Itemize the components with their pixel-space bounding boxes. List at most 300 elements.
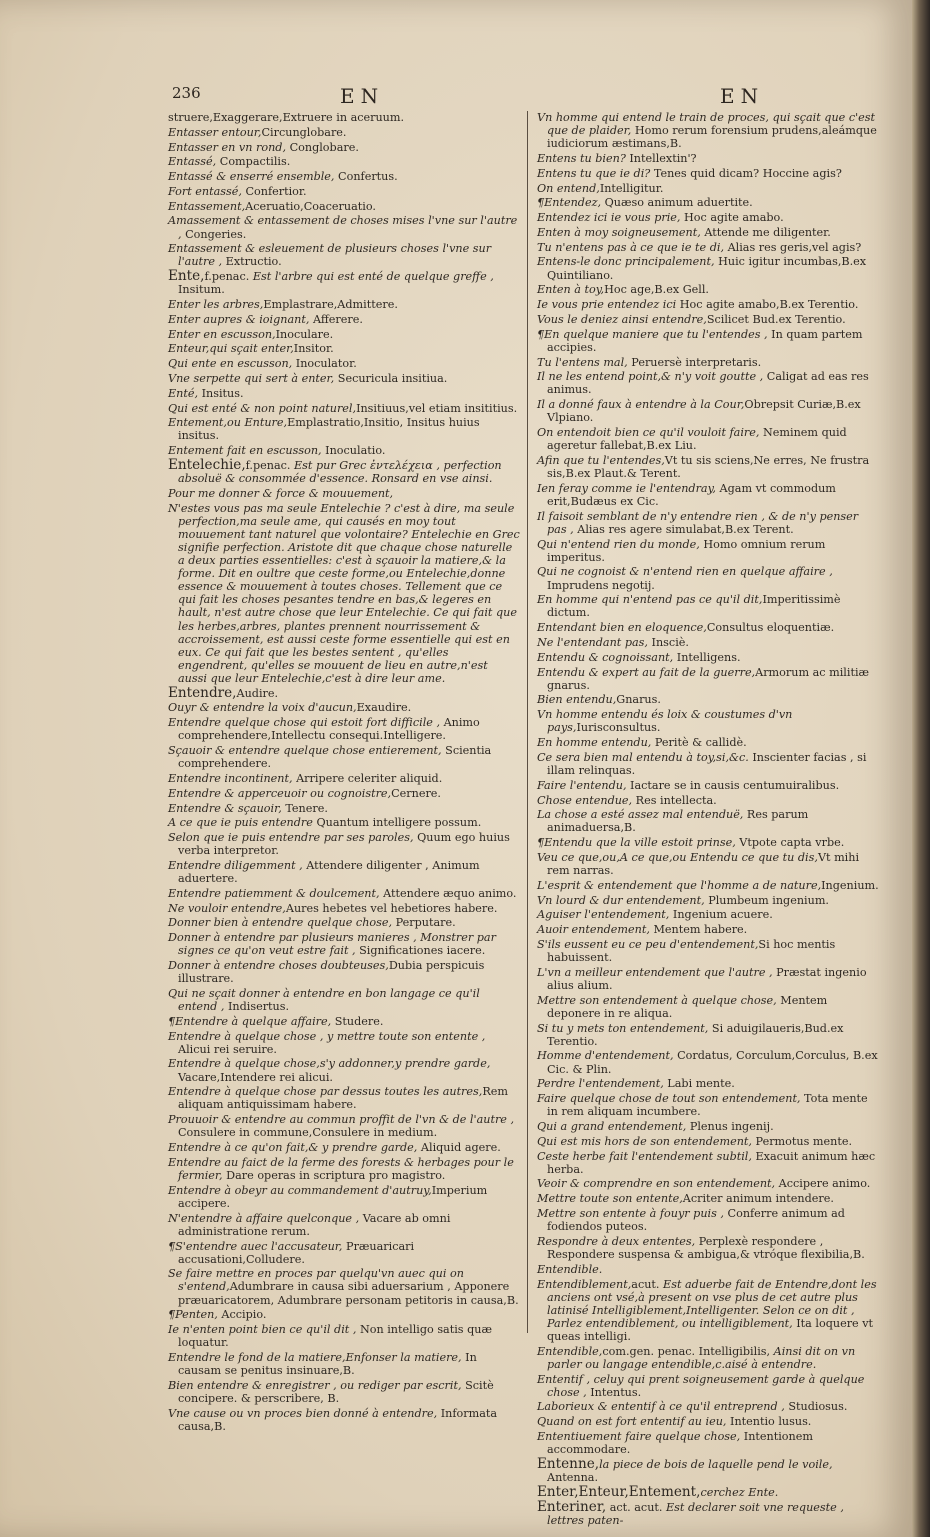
french-text: La chose a esté assez mal entenduë, <box>537 808 744 822</box>
latin-text: Dubia perspicuis illustrare. <box>178 959 485 986</box>
latin-text: Peruersè interpretaris. <box>627 355 762 369</box>
dictionary-entry <box>537 1207 881 1233</box>
french-text: Mettre son entente à fouyr puis , <box>537 1206 724 1220</box>
french-text: Entendible, <box>537 1344 603 1358</box>
latin-text: Res parum animaduersa,B. <box>547 808 809 835</box>
french-text: Vous le deniez ainsi entendre, <box>537 312 707 326</box>
french-text: Donner bien à entendre quelque chose, <box>168 916 393 930</box>
french-text: Entassé & enserré ensemble, <box>168 170 335 184</box>
french-text: Enter les arbres, <box>168 298 264 312</box>
french-text: Enter en escusson, <box>168 327 276 341</box>
dictionary-entry <box>168 831 520 857</box>
dictionary-entry <box>168 1030 520 1056</box>
dictionary-entry <box>537 938 881 964</box>
dictionary-entry <box>168 487 520 500</box>
french-text: Homme d'entendement, <box>537 1049 674 1063</box>
latin-text: Emplastratio,Insitio, Insitus huius insitus. <box>178 416 480 443</box>
french-text: Enteur,qui sçait enter, <box>168 342 294 356</box>
dictionary-entry <box>537 794 881 807</box>
dictionary-entry <box>168 387 520 400</box>
entry-headword: Entenne, <box>537 1455 600 1472</box>
french-text: ¶Entendez, <box>537 196 602 210</box>
latin-text: Insitum. <box>178 283 225 297</box>
dictionary-entry <box>537 313 881 326</box>
french-text: Ceste herbe fait l'entendement subtil, <box>537 1149 752 1163</box>
dictionary-entry <box>168 684 520 701</box>
latin-text: Plumbeum ingenium. <box>704 893 829 907</box>
dictionary-entry <box>168 859 520 885</box>
latin-text: Securicula insitiua. <box>334 372 448 385</box>
latin-text: Peritè & callidè. <box>651 736 747 750</box>
dictionary-entry <box>537 1049 881 1075</box>
french-text: Faire l'entendu, <box>537 778 627 792</box>
latin-text: Dare operas in scriptura pro magistro. <box>222 1168 446 1182</box>
french-text: En homme entendu, <box>537 736 652 750</box>
french-text: Entassé, <box>168 155 217 169</box>
dictionary-entry <box>168 502 520 685</box>
french-text: Afin que tu l'entendes, <box>537 453 665 467</box>
french-text: Entement fait en escusson, <box>168 444 322 458</box>
latin-text: Obrepsit Curiæ,B.ex Vlpiano. <box>547 398 861 425</box>
french-text: ¶Entendu que la ville estoit prinse, <box>537 836 736 850</box>
french-text: En homme qui n'entend pas ce qu'il dit, <box>537 593 763 607</box>
latin-text: Insitus. <box>198 386 244 400</box>
dictionary-entry <box>168 126 520 139</box>
latin-text: Insitor. <box>293 342 334 356</box>
french-text: Laborieux & ententif à ce qu'il entreprend , <box>537 1400 785 1414</box>
french-text: Enter aupres & ioignant, <box>168 312 310 326</box>
dictionary-entry <box>537 356 881 369</box>
latin-text: Alias res agere simulabat,B.ex Terent. <box>573 522 794 536</box>
dictionary-entry <box>537 994 881 1020</box>
latin-text: Iactare se in causis centumuiralibus. <box>626 778 840 792</box>
right-column <box>537 111 881 1527</box>
dictionary-entry <box>537 370 881 396</box>
french-text: Ententiuement faire quelque chose, <box>537 1429 741 1443</box>
french-text: Entendre incontinent, <box>168 771 293 785</box>
french-text: Mettre toute son entente, <box>537 1192 683 1206</box>
entry-headword: Entendre, <box>168 684 237 701</box>
latin-text: Intentus. <box>586 1385 642 1399</box>
latin-text: Ingenium. <box>821 878 879 892</box>
dictionary-entry <box>168 372 520 385</box>
latin-text: Perputare. <box>392 916 456 930</box>
french-text: Il a donné faux à entendre à la Cour, <box>537 398 745 412</box>
latin-text: Tenes quid dicam? Hoccine agis? <box>650 166 842 180</box>
latin-text: Scitè concipere. & perscribere, B. <box>178 1378 494 1405</box>
latin-text: Intelligitur. <box>599 181 664 195</box>
french-text: Entasser en vn rond, <box>168 140 287 154</box>
latin-text: Labi mente. <box>663 1077 735 1091</box>
latin-text: Conglobare. <box>286 140 359 154</box>
latin-text: Acriter animum intendere. <box>682 1192 834 1206</box>
latin-text: Intelligens. <box>673 650 741 664</box>
french-text: Entement,ou Enture, <box>168 416 288 430</box>
french-text: Vne serpette qui sert à enter, <box>168 372 335 385</box>
latin-text: Intellextin'? <box>625 151 697 165</box>
dictionary-entry <box>537 454 881 480</box>
french-text: Chose entendue, <box>537 793 633 807</box>
french-text: N'estes vous pas ma seule Entelechie ? c'est à dire, ma seule perfection,ma seule ame, qui causés en moy tout mouuement tant naturel que volontaire? Entelechie en Grec signifie perfection. Aristote dit que chaque chose naturelle a deux parties essentielles: c'est à sçauoir la matiere,& la forme. Dit en oultre que ceste forme,ou Entelechie,donne essence & mouuement à toutes choses. Tellement que ce qui fait les choses pesantes tendre en bas,& legeres en hault, n'est autre chose que leur Entelechie. Ce qui fait que les herbes,arbres, plantes prennent nourrissement & accroissement, est aussi ceste forme essentielle qui est en eux. Ce qui fait que les bestes sentent , qu'elles engendrent, qu'elles se mouuent de lieu en autre,n'est aussi que leur Entelechie,c'est à dire leur ame. <box>168 501 520 685</box>
french-text: Bien entendre & enregistrer , ou rediger par escrit, <box>168 1378 462 1392</box>
dictionary-entry <box>168 1267 520 1306</box>
latin-text: Accipio. <box>217 1308 267 1322</box>
dictionary-entry <box>168 402 520 415</box>
dictionary-entry <box>168 313 520 326</box>
dictionary-entry <box>168 270 520 296</box>
dictionary-entry <box>537 966 881 992</box>
french-text: Ie vous prie entendez ici <box>537 298 677 312</box>
latin-text: Exacuit animum hæc herba. <box>547 1149 876 1176</box>
latin-text: Significationes iacere. <box>355 944 486 958</box>
latin-text: Imperium accipere. <box>178 1183 488 1210</box>
french-text: Qui est mis hors de son entendement, <box>537 1134 752 1148</box>
french-text: Ententif , celuy qui prent soigneusement garde à quelque chose , <box>537 1372 865 1399</box>
latin-text: Inoculator. <box>292 357 357 371</box>
latin-text: Huic igitur incumbas,B.ex Quintiliano. <box>547 255 867 282</box>
dictionary-entry <box>537 1498 881 1527</box>
dictionary-entry <box>537 167 881 180</box>
latin-text: Intentionem accommodare. <box>547 1429 813 1457</box>
dictionary-entry <box>537 666 881 692</box>
dictionary-entry <box>537 923 881 936</box>
latin-text: Imperitissimè dictum. <box>547 593 841 620</box>
latin-text: Homo rerum forensium prudens,aleámque iudiciorum æstimans,B. <box>547 124 877 151</box>
french-text: Entendre & apperceuoir ou cognoistre, <box>168 786 392 800</box>
latin-text: Tota mente in rem aliquam incumbere. <box>547 1092 868 1119</box>
dictionary-entry <box>537 1400 881 1413</box>
latin-text: Studiosus. <box>784 1400 848 1414</box>
french-text: Entendre le fond de la matiere,Enfonser la matiere, <box>168 1351 462 1364</box>
dictionary-entry <box>168 459 520 485</box>
dictionary-entry <box>168 1085 520 1111</box>
french-text: Entendant bien en eloquence, <box>537 621 707 635</box>
french-text: Veoir & comprendre en son entendement, <box>537 1177 776 1191</box>
french-text: Donner à entendre par plusieurs manieres , Monstrer par signes ce qu'on veut estre fait , <box>168 931 496 958</box>
french-text: N'entendre à affaire quelconque , <box>168 1211 360 1225</box>
dictionary-entry <box>168 1379 520 1405</box>
dictionary-entry <box>537 182 881 195</box>
french-text: Entendible. <box>537 1262 603 1276</box>
latin-text: Si hoc mentis habuissent. <box>547 937 836 965</box>
french-text: Qui a grand entendement, <box>537 1119 687 1133</box>
french-text: Entendiblement, <box>537 1277 632 1291</box>
french-text: Veu ce que,ou,A ce que,ou Entendu ce que tu dis, <box>537 850 818 864</box>
dictionary-entry <box>537 211 881 224</box>
dictionary-entry <box>537 779 881 792</box>
dictionary-entry <box>537 1150 881 1176</box>
latin-text: Conferre animum ad fodiendos puteos. <box>547 1206 845 1234</box>
latin-text: acut. <box>631 1277 664 1291</box>
french-text: Entendez ici ie vous prie, <box>537 211 681 225</box>
french-text: Enten à toy, <box>537 283 605 297</box>
latin-text: Attendere æquo animo. <box>379 886 517 900</box>
french-text: Entendre quelque chose qui estoit fort difficile , <box>168 716 441 730</box>
french-text: Vne cause ou vn proces bien donné à entendre, <box>168 1406 438 1420</box>
latin-text: Præuaricari accusationi,Colludere. <box>178 1239 415 1266</box>
french-text: Ne vouloir entendre, <box>168 901 286 915</box>
latin-text: Circunglobare. <box>261 125 347 139</box>
latin-text: Vacare ab omni administratione rerum. <box>178 1211 451 1238</box>
french-text: Qui ne cognoist & n'entend rien en quelque affaire , <box>537 565 833 579</box>
latin-text: Animo comprehendere,Intellectu consequi.Intelligere. <box>178 716 480 743</box>
french-text: Aguiser l'entendement, <box>537 908 670 922</box>
french-text: Ne l'entendant pas, <box>537 635 648 649</box>
latin-text: Intentio lusus. <box>726 1415 812 1429</box>
latin-text: Si aduigilaueris,Bud.ex Terentio. <box>547 1021 844 1048</box>
dictionary-entry <box>537 1135 881 1148</box>
latin-text: Iurisconsultus. <box>576 721 661 735</box>
latin-text: Consultus eloquentiæ. <box>706 621 835 635</box>
dictionary-entry <box>537 1415 881 1428</box>
dictionary-entry <box>168 1184 520 1210</box>
latin-text: In quam partem accipies. <box>547 327 863 354</box>
latin-text: Afferere. <box>309 312 363 326</box>
dictionary-entry <box>168 916 520 929</box>
dictionary-entry <box>168 357 520 370</box>
french-text: Respondre à deux ententes, <box>537 1234 696 1248</box>
dictionary-entry <box>537 298 881 311</box>
latin-text: In causam se penitus insinuare,B. <box>178 1351 477 1378</box>
french-text: On entendoit bien ce qu'il vouloit faire, <box>537 426 760 440</box>
french-text: Donner à entendre choses doubteuses, <box>168 959 389 973</box>
french-text: Faire quelque chose de tout son entendement, <box>537 1092 801 1106</box>
dictionary-entry <box>168 787 520 800</box>
latin-text: Exaudire. <box>356 701 412 715</box>
latin-text: Vacare,Intendere rei alicui. <box>178 1070 333 1084</box>
french-text: ¶S'entendre auec l'accusateur, <box>168 1239 343 1253</box>
dictionary-entry <box>537 196 881 209</box>
french-text: Auoir entendement, <box>537 923 650 937</box>
dictionary-entry <box>168 416 520 442</box>
french-text: Qui n'entend rien du monde, <box>537 537 700 551</box>
dictionary-entry <box>537 482 881 508</box>
french-text: Si tu y mets ton entendement, <box>537 1021 709 1035</box>
dictionary-entry <box>168 1057 520 1083</box>
latin-text: Perplexè respondere , Respondere suspensa & ambigua,& vtróque flexibilia,B. <box>547 1234 865 1261</box>
french-text: Qui ente en escusson, <box>168 357 293 371</box>
french-text: Entasser entour, <box>168 125 262 139</box>
latin-text: Vt mihi rem narras. <box>547 850 860 878</box>
dictionary-entry <box>168 342 520 355</box>
dictionary-entry <box>537 736 881 749</box>
left-running-headword: EN <box>340 84 385 108</box>
french-text: ¶En quelque maniere que tu l'entendes , <box>537 327 768 341</box>
latin-text: Confertior. <box>241 184 307 198</box>
latin-text: Mentem deponere in re aliqua. <box>547 993 828 1020</box>
french-text: Vn homme qui entend le train de proces, qui sçait que c'est que de plaider, <box>537 111 876 138</box>
dictionary-entry <box>537 879 881 892</box>
french-text: L'vn a meilleur entendement que l'autre , <box>537 965 773 979</box>
dictionary-entry <box>537 836 881 849</box>
french-text: Tu n'entens pas à ce que ie te di, <box>537 240 725 254</box>
french-text: Entendu & expert au fait de la guerre, <box>537 665 756 679</box>
entry-headword: Enter,Enteur,Entement, <box>537 1483 701 1500</box>
french-text: On entend, <box>537 181 600 195</box>
latin-text: Scientia comprehendere. <box>178 744 492 771</box>
dictionary-entry <box>168 701 520 714</box>
latin-text: Indisertus. <box>224 1000 290 1014</box>
dictionary-entry <box>168 772 520 785</box>
latin-text: Imprudens negotij. <box>547 578 655 592</box>
latin-text: Alias res geris,vel agis? <box>724 240 862 254</box>
dictionary-entry <box>537 894 881 907</box>
dictionary-entry <box>537 593 881 619</box>
latin-text: struere,Exaggerare,Extruere in aceruum. <box>168 111 405 124</box>
latin-text: Homo omnium rerum imperitus. <box>547 537 826 564</box>
french-text: Entens tu bien? <box>537 151 626 165</box>
french-text: Il faisoit semblant de n'y entendre rien , & de n'y penser pas , <box>537 509 859 536</box>
latin-text: Ita loquere vt queas intelligi. <box>547 1316 874 1343</box>
latin-text: Plenus ingenij. <box>686 1119 774 1133</box>
dictionary-entry <box>168 200 520 213</box>
dictionary-entry <box>537 1077 881 1090</box>
latin-text: Quum ego huius verba interpretor. <box>178 831 510 858</box>
latin-text: Consulere in commune,Consulere in medium. <box>178 1126 438 1140</box>
french-text: Est l'arbre qui est enté de quelque greffe , <box>252 270 494 284</box>
latin-text: Gnarus. <box>616 693 661 707</box>
latin-text: Scilicet Bud.ex Terentio. <box>706 312 846 326</box>
latin-text: Cordatus, Corculum,Corculus, B.ex Cic. & Plin. <box>547 1049 878 1076</box>
latin-text: Res intellecta. <box>632 793 717 807</box>
latin-text: Mentem habere. <box>649 923 748 937</box>
latin-text: Informata causa,B. <box>178 1406 498 1433</box>
french-text: Est aduerbe fait de Entendre,dont les anciens ont vsé,à present on vse plus de cet autre plus latinisé Intelligiblement,Intelligenter. Selon ce on dit , Parlez entendiblement, ou intelligiblement, <box>547 1277 877 1330</box>
dictionary-entry <box>537 621 881 634</box>
french-text: Entendre à quelque chose,s'y addonner,y prendre garde, <box>168 1057 491 1071</box>
dictionary-entry <box>537 1177 881 1190</box>
french-text: Ouyr & entendre la voix d'aucun, <box>168 701 357 715</box>
latin-text: f.penac. <box>245 459 295 472</box>
latin-text: Armorum ac militiæ gnarus. <box>547 665 870 692</box>
column-divider <box>527 111 528 1333</box>
french-text: Entendre & sçauoir, <box>168 801 282 815</box>
latin-text: Insitiuus,vel etiam insititius. <box>356 401 518 415</box>
french-text: Pour me donner & force & mouuement, <box>168 486 394 500</box>
french-text: Entendre au faict de la ferme des forests & herbages pour le fermier, <box>168 1155 514 1182</box>
french-text: Mettre son entendement à quelque chose, <box>537 993 777 1007</box>
french-text: Entendre à obeyr au commandement d'autruy, <box>168 1183 432 1197</box>
dictionary-entry <box>537 908 881 921</box>
french-text: A ce que ie puis entendre <box>168 816 313 830</box>
dictionary-entry <box>168 141 520 154</box>
french-text: Qui ne sçait donner à entendre en bon langage ce qu'il entend , <box>168 986 480 1014</box>
french-text: Est declarer soit vne requeste , lettres paten- <box>547 1500 844 1527</box>
page-edge <box>912 0 930 1537</box>
dictionary-entry <box>168 902 520 915</box>
dictionary-entry <box>168 328 520 341</box>
latin-text: Confertus. <box>334 170 398 184</box>
dictionary-entry <box>537 226 881 239</box>
latin-text: Attende me diligenter. <box>700 225 831 239</box>
french-text: Prouuoir & entendre au commun proffit de l'vn & de l'autre , <box>168 1113 515 1127</box>
french-text: Entendu & cognoissant, <box>537 650 674 664</box>
latin-text: Non intelligo satis quæ loquatur. <box>178 1323 492 1350</box>
dictionary-entry <box>537 328 881 354</box>
latin-text: Emplastrare,Admittere. <box>263 298 398 312</box>
french-text: Se faire mettre en proces par quelqu'vn auec qui on s'entend, <box>168 1267 464 1294</box>
french-text: Amassement & entassement de choses mises l'vne sur l'autre , <box>168 214 518 241</box>
french-text: Tu l'entens mal, <box>537 355 628 369</box>
latin-text: Tenere. <box>281 801 328 815</box>
dictionary-entry <box>537 708 881 734</box>
latin-text: Hoc agite amabo. <box>680 211 784 225</box>
french-text: Fort entassé, <box>168 184 242 198</box>
dictionary-entry <box>168 1156 520 1182</box>
french-text: Sçauoir & entendre quelque chose entierement, <box>168 744 442 758</box>
french-text: Entens-le donc principalement, <box>537 255 715 269</box>
french-text: Entendre patiemment & doulcement, <box>168 886 380 900</box>
dictionary-entry <box>537 565 881 591</box>
latin-text: Aceruatio,Coaceruatio. <box>245 199 376 213</box>
latin-text: Aliquid agere. <box>417 1141 501 1155</box>
entry-headword: Entelechie, <box>168 457 246 473</box>
dictionary-entry <box>537 751 881 777</box>
french-text: Enté, <box>168 386 199 400</box>
french-text: Ce sera bien mal entendu à toy,si,&c. <box>537 750 749 764</box>
latin-text: Præstat ingenio alius alium. <box>547 965 867 992</box>
french-text: Qui est enté & non point naturel, <box>168 401 357 415</box>
latin-text: Inoculare. <box>275 327 334 341</box>
dictionary-entry <box>168 242 520 268</box>
latin-text: Alicui rei seruire. <box>178 1042 277 1056</box>
dictionary-entry <box>168 802 520 815</box>
french-text: Perdre l'entendement, <box>537 1077 664 1091</box>
dictionary-entry <box>168 185 520 198</box>
left-column <box>168 111 520 1433</box>
dictionary-entry <box>168 959 520 985</box>
dictionary-entry <box>168 1308 520 1321</box>
dictionary-entry <box>537 851 881 877</box>
latin-text: Congeries. <box>181 227 247 241</box>
latin-text: Caligat ad eas res animus. <box>547 370 869 397</box>
dictionary-entry <box>537 241 881 254</box>
dictionary-entry <box>537 1192 881 1205</box>
dictionary-entry <box>168 155 520 168</box>
latin-text: Cernere. <box>391 786 441 800</box>
latin-text: Attendere diligenter , Animum aduertere. <box>178 858 480 886</box>
latin-text: Studere. <box>331 1014 384 1028</box>
dictionary-entry <box>537 636 881 649</box>
dictionary-entry <box>168 1407 520 1433</box>
french-text: Entendre diligemment , <box>168 858 303 872</box>
french-text: Entendre à ce qu'on fait,& y prendre garde, <box>168 1141 418 1155</box>
latin-text: Audire. <box>236 686 279 700</box>
latin-text: act. acut. <box>606 1500 667 1514</box>
latin-text: Quantum intelligere possum. <box>312 816 482 830</box>
page-number: 236 <box>172 84 201 102</box>
dictionary-entry <box>537 1092 881 1118</box>
dictionary-entry <box>168 1240 520 1266</box>
french-text: cerchez Ente. <box>700 1485 779 1499</box>
french-text: Il ne les entend point,& n'y voit goutte , <box>537 370 764 384</box>
french-text: L'esprit & entendement que l'homme a de nature, <box>537 878 822 892</box>
dictionary-entry <box>168 170 520 183</box>
dictionary-entry <box>168 887 520 900</box>
dictionary-entry <box>537 1120 881 1133</box>
dictionary-entry <box>537 1373 881 1399</box>
latin-text: f.penac. <box>204 270 253 284</box>
dictionary-entry <box>168 1113 520 1139</box>
latin-text: Vtpote capta vrbe. <box>735 836 845 850</box>
french-text: Entassement, <box>168 199 246 213</box>
dictionary-entry <box>537 152 881 165</box>
french-text: Quand on est fort ententif au ieu, <box>537 1415 727 1429</box>
dictionary-entry <box>537 111 881 150</box>
latin-text: Neminem quid ageretur fallebat,B.ex Liu. <box>547 426 847 453</box>
french-text: Selon que ie puis entendre par ses paroles, <box>168 831 414 845</box>
latin-text: com.gen. penac. Intelligibilis, <box>602 1344 774 1358</box>
